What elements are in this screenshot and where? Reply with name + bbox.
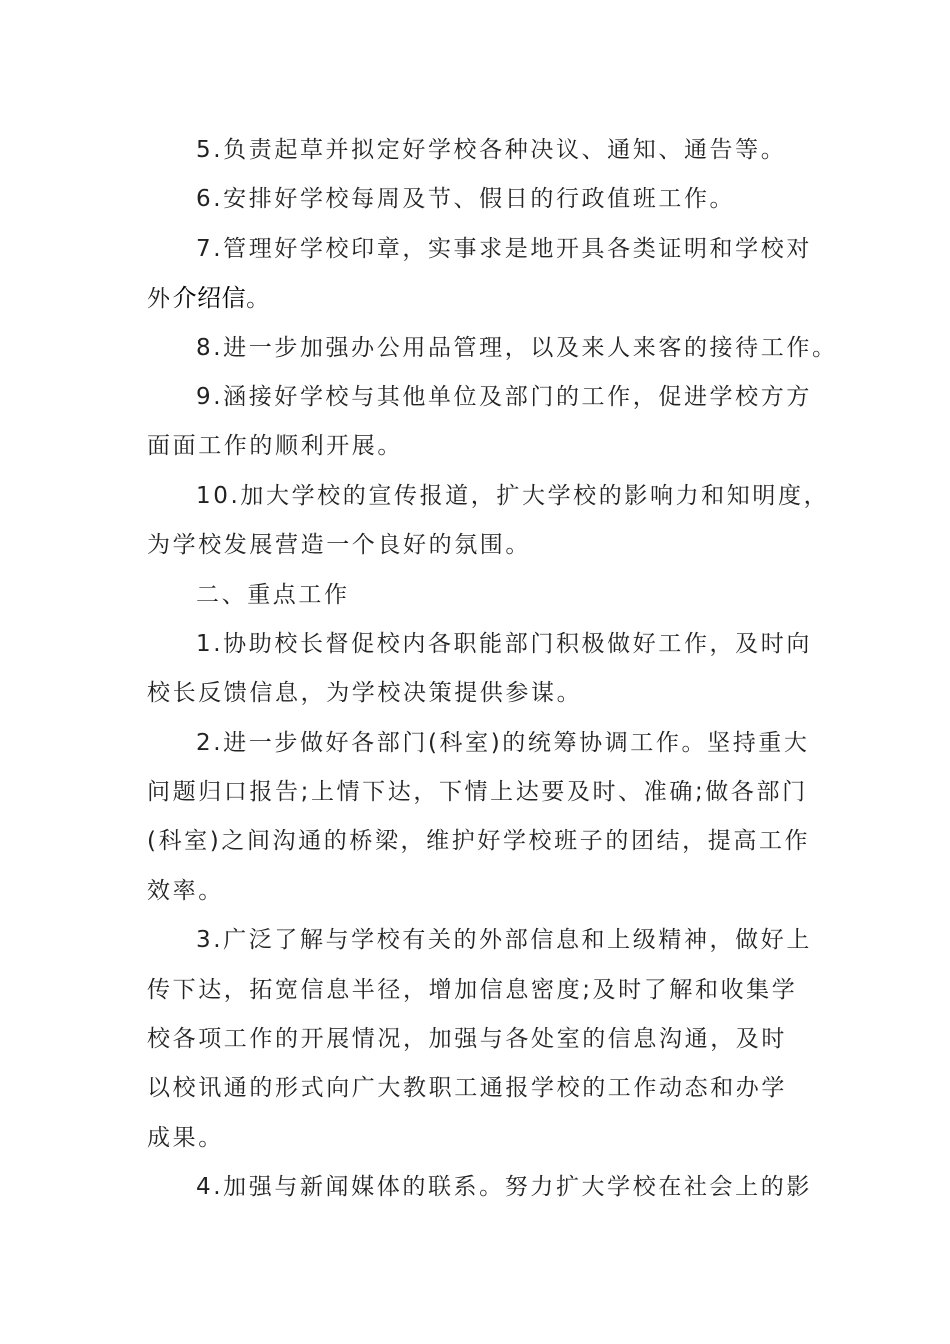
section-heading: 二、重点工作 [196,581,350,608]
paragraph-line: 效率。 [147,877,224,904]
emphasized-text: 介绍信 [172,284,247,313]
paragraph-line: 面面工作的顺利开展。 [147,433,403,460]
paragraph-line: 10.加大学校的宣传报道，扩大学校的影响力和知明度， [196,482,830,509]
paragraph-line: 校长反馈信息，为学校决策提供参谋。 [147,680,583,707]
paragraph-line: 1.协助校长督促校内各职能部门积极做好工作，及时向 [196,630,812,657]
paragraph-line: 为学校发展营造一个良好的氛围。 [147,532,531,559]
paragraph-line: 4.加强与新闻媒体的联系。努力扩大学校在社会上的影 [196,1174,812,1201]
paragraph-line: (科室)之间沟通的桥梁，维护好学校班子的团结，提高工作 [147,828,811,855]
paragraph-line: 问题归口报告;上情下达，下情上达要及时、准确;做各部门 [147,779,808,806]
paragraph-line: 9.涵接好学校与其他单位及部门的工作，促进学校方方 [196,383,812,410]
paragraph-line: 6.安排好学校每周及节、假日的行政值班工作。 [196,186,736,213]
paragraph-line: 校各项工作的开展情况，加强与各处室的信息沟通，及时 [147,1026,787,1053]
paragraph-line [147,274,807,323]
line-text: 外 [147,286,173,313]
paragraph-line: 3.广泛了解与学校有关的外部信息和上级精神，做好上 [196,927,812,954]
paragraph-line: 传下达，拓宽信息半径，增加信息密度;及时了解和收集学 [147,976,798,1003]
paragraph-line: 成果。 [147,1124,224,1151]
document-body [147,126,838,1213]
paragraph-line: 8.进一步加强办公用品管理，以及来人来客的接待工作。 [196,334,838,361]
paragraph-line: 以校讯通的形式向广大教职工通报学校的工作动态和办学 [147,1075,787,1102]
paragraph-line: 5.负责起草并拟定好学校各种决议、通知、通告等。 [196,137,787,163]
line-text: 。 [246,286,272,313]
paragraph-line: 7.管理好学校印章，实事求是地开具各类证明和学校对 [196,235,812,262]
paragraph-line: 2.进一步做好各部门(科室)的统筹协调工作。坚持重大 [196,729,810,756]
